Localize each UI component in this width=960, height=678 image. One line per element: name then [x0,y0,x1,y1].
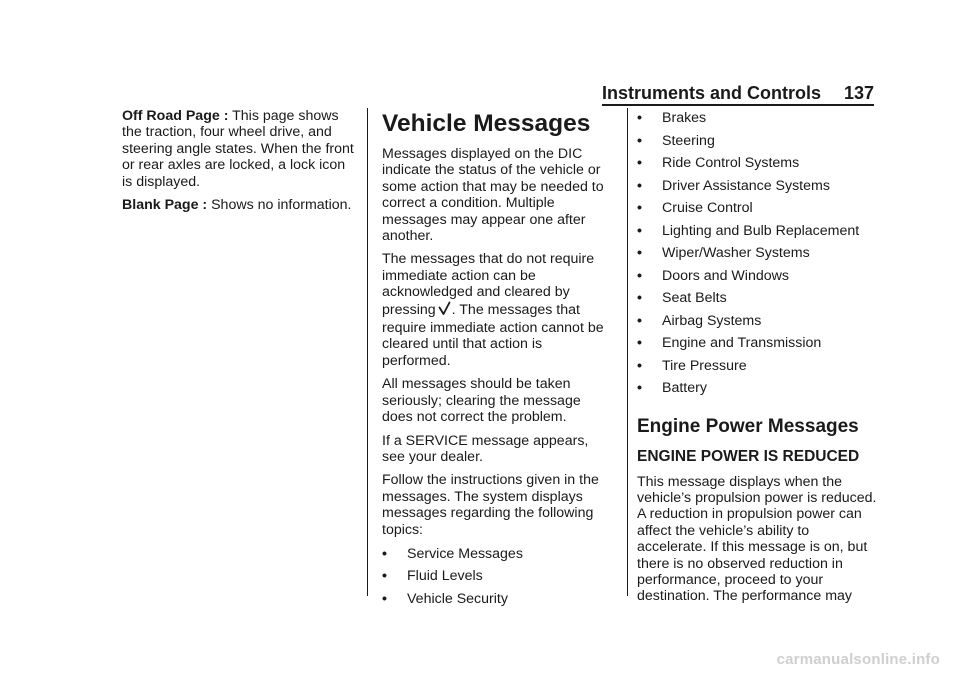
watermark: carmanualsonline.info [776,651,940,668]
column-left [122,108,358,220]
off-road-page-paragraph [122,108,358,190]
list-item-label: Vehicle Security [407,590,508,607]
bullet-icon: • [382,545,387,562]
list-item-label: Driver Assistance Systems [662,177,830,194]
column-right [637,110,877,612]
column-divider [627,108,628,596]
off-road-page-label: Off Road Page : [122,108,229,124]
list-item [637,268,877,291]
list-item-label: Ride Control Systems [662,155,800,171]
list-item [637,358,877,381]
list-item-label: Tire Pressure [662,357,747,374]
list-item [637,313,877,336]
bullet-icon: • [637,245,642,261]
acknowledge-paragraph [382,251,608,369]
bullet-icon: • [637,110,642,126]
bullet-icon: • [637,177,642,194]
blank-page-paragraph [122,197,358,213]
service-paragraph: If a SERVICE message appears, see your dealer. [382,432,589,465]
bullet-icon: • [382,568,387,585]
list-item-label: Engine and Transmission [662,335,822,351]
checkmark-icon [438,301,451,320]
list-item-label: Fluid Levels [407,568,483,585]
column-divider [367,108,368,596]
bullet-icon: • [637,357,642,374]
header-title: Instruments and Controls [602,83,822,103]
list-item-label: Airbag Systems [662,312,762,329]
bullet-icon: • [637,200,642,216]
message-title: ENGINE POWER IS REDUCED [637,447,860,465]
list-item-label: Battery [662,380,707,396]
topics-list [382,546,608,614]
blank-page-text: Shows no information. [207,197,352,214]
blank-page-label: Blank Page : [122,197,208,214]
acknowledge-text-before: The messages that do not require immediate action can be acknowledged and cleared by pressing [382,251,595,318]
seriousness-paragraph: All messages should be taken seriously; clearing the message does not correct the problem. [382,376,581,426]
list-item [637,155,877,178]
bullet-icon: • [637,380,642,396]
section-heading: Vehicle Messages [382,110,591,137]
bullet-icon: • [637,267,642,284]
topics-intro-paragraph: Follow the instructions given in the messages. The system displays messages regarding the following topics: [382,472,599,538]
bullet-icon: • [637,132,642,149]
messages-intro-paragraph: Messages displayed on the DIC indicate the status of the vehicle or some action that may be needed to correct a condition. Multiple messages may appear one after another. [382,146,604,245]
bullet-icon: • [637,155,642,171]
list-item [382,591,608,614]
list-item [637,290,877,313]
subsection-heading: Engine Power Messages [637,415,859,437]
list-item [637,380,877,403]
bullet-icon: • [637,335,642,351]
bullet-icon: • [637,222,642,239]
page-number: 137 [843,83,874,103]
list-item-label: Wiper/Washer Systems [662,245,810,261]
engine-power-paragraph: This message displays when the vehicle’s propulsion power is reduced. A reduction in propulsion power can affect the vehicle’s ability to accelerate. If this message is on, but there is no observed reduction in performance, proceed to your destination. The performance may [637,473,877,605]
bullet-icon: • [637,312,642,329]
bullet-icon: • [637,290,642,306]
list-item-label: Steering [662,132,715,149]
list-item [637,245,877,268]
bullet-icon: • [382,590,387,607]
list-item-label: Cruise Control [662,200,753,216]
list-item-label: Service Messages [407,545,523,562]
list-item-label: Seat Belts [662,290,727,306]
list-item [637,133,877,156]
list-item-label: Brakes [662,110,707,126]
list-item [637,335,877,358]
header-rule [602,104,874,106]
off-road-page-text: This page shows the traction, four wheel drive, and steering angle states. When the front or rear axles are locked, a lock icon is displayed. [122,108,354,190]
list-item [382,546,608,569]
list-item [637,200,877,223]
list-item [637,223,877,246]
topics-list-continued [637,110,877,403]
list-item-label: Doors and Windows [662,267,789,284]
list-item [382,568,608,591]
list-item-label: Lighting and Bulb Replacement [662,222,860,239]
column-middle [382,108,608,613]
list-item [637,110,877,133]
list-item [637,178,877,201]
acknowledge-text-after: . The messages that require immediate action cannot be cleared until that action is performed. [382,301,604,369]
